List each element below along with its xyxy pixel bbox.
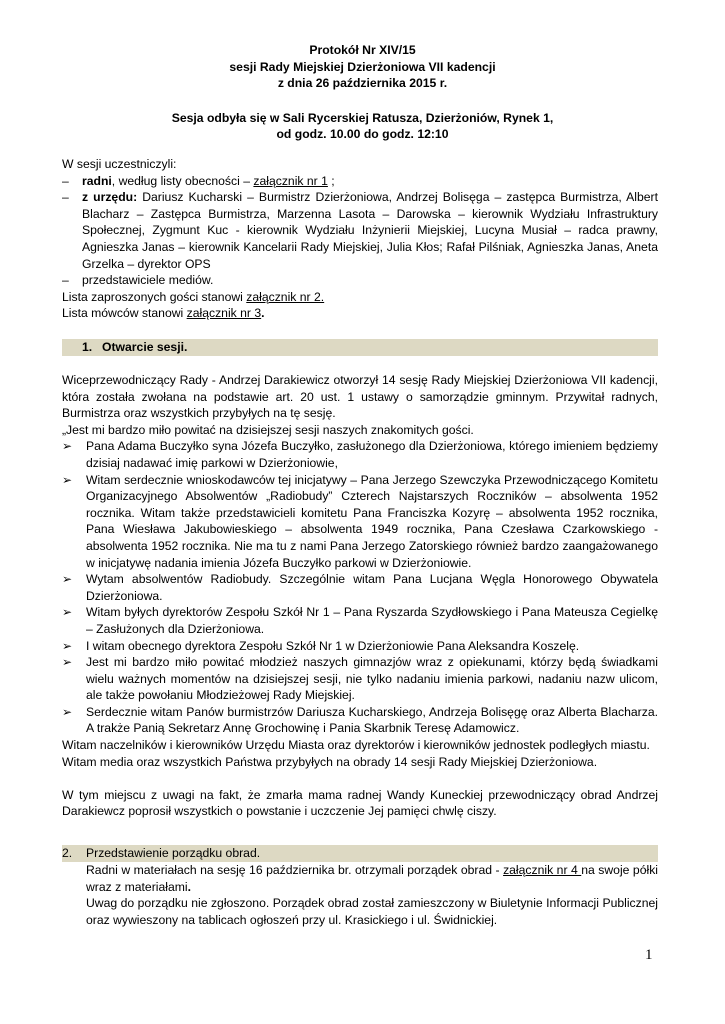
section-2-heading (62, 845, 658, 862)
greeting-bullet-text: Wytam absolwentów Radiobudy. Szczególnie witam Pana Lucjana Węgla Honorowego Obywatela Dzierżoniowa. (86, 572, 658, 603)
dash-marker: – (62, 273, 69, 288)
greeting-intro: „Jest mi bardzo miło powitać na dzisiejszej sesji naszych znakomitych gości. (62, 422, 474, 437)
section-1-body (62, 372, 658, 820)
attendance-item-urzad (62, 189, 658, 272)
speakers-list-line (62, 305, 658, 322)
attachment-3-link[interactable]: załącznik nr 3 (186, 306, 262, 321)
session-venue: Sesja odbyła się w Sali Rycerskiej Ratusza, Dzierżoniów, Rynek 1, (171, 110, 554, 125)
attachment-4-link[interactable]: załącznik nr 4 (503, 863, 582, 877)
greeting-bullet-text: Serdecznie witam Panów burmistrzów Dariusza Kucharskiego, Andrzeja Bolisęgę oraz Alberta Blacharza. A trakże Panią Sekretarz Annę Grochowinę i Pania Skarbnik Teresę Adamowicz. (86, 704, 658, 736)
radni-end: ; (327, 173, 335, 188)
urzad-label: z urzędu: (82, 190, 138, 205)
session-title: sesji Rady Miejskiej Dzierżoniowa VII kadencji (229, 59, 496, 74)
greeting-bullet (62, 654, 658, 704)
section-2-title: Przedstawienie porządku obrad. (86, 846, 261, 860)
arrow-icon: ➢ (62, 605, 73, 620)
greeting-bullet-text: Witam serdecznie wnioskodawców tej inicjatywy – Pana Jerzego Szewczyka Przewodniczącego Komitetu Organizacyjnego Absolwentów „Radiobudy” Czterech Najstarszych Roczników – absolwenta 1952 rocznika. Witam także przedstawicieli komitetu Pana Franciszka Kozyrę – absolwenta 1952 rocznika, Pana Wiesława Jakubowieskiego – absolwenta 1949 rocznika, Pana Czesława Czarkowskiego - absolwenta 1952 rocznika. Nie ma tu z nami Pana Jerzego Zatorskiego również bardzo zaangażowanego w inicjatywę nadania imienia Józefa Buczyłko parkowi w Dzierżoniowie. (86, 472, 658, 570)
attendance-block (62, 156, 658, 322)
greeting-bullet (62, 704, 658, 737)
arrow-icon: ➢ (62, 572, 73, 587)
greeting-bullet-text: Witam byłych dyrektorów Zespołu Szkół Nr 1 – Pana Ryszarda Szydłowskiego i Pana Mateusza Cegielkę – Zasłużonych dla Dzierżoniowa. (86, 605, 658, 636)
arrow-icon: ➢ (62, 704, 73, 719)
attachment-1-link[interactable]: załącznik nr 1 (253, 173, 328, 188)
guests-list-line (62, 289, 658, 306)
guests-text: Lista zaproszonych gości stanowi (62, 289, 247, 304)
radni-label: radni (82, 173, 112, 188)
greeting-bullet (62, 638, 658, 655)
attachment-2-link[interactable]: załącznik nr 2. (246, 289, 325, 304)
section-2-body (86, 862, 658, 928)
agenda-text-a: Radni w materiałach na sesję 16 października br. otrzymali porządek obrad - (86, 863, 504, 877)
page-number: 1 (645, 947, 653, 963)
media-paragraph: Witam media oraz wszystkich Państwa przybyłych na obrady 14 sesji Rady Miejskiej Dzierżoniowa. (62, 754, 598, 769)
greeting-bullet (62, 571, 658, 604)
greeting-bullet (62, 472, 658, 572)
agenda-text-end: . (187, 879, 191, 894)
agenda-paragraph (86, 862, 658, 895)
urzad-text: Dariusz Kucharski – Burmistrz Dzierżoniowa, Andrzej Bolisęga – zastępca Burmistrza, Albert Blacharz – Zastępca Burmistrza, Marzenna Lasota – Darowska – kierownik Wydziału Infrastruktury Społecznej, Zygmunt Kuc - kierownik Wydziału Inżynierii Miejskiej, Lucyna Musiał – radca prawny, Agnieszka Janas – kierownik Kancelarii Rady Miejskiej, Julia Kłos; Rafał Pilśniak, Agnieszka Janas, Aneta Grzelka – dyrektor OPS (82, 190, 658, 271)
speakers-end: . (261, 306, 265, 321)
silence-paragraph: W tym miejscu z uwagi na fakt, że zmarła mama radnej Wandy Kuneckiej przewodniczący obrad Andrzej Darakiewcz poprosił wszystkich o powstanie i uczczenie Jej pamięci chwlę ciszy. (62, 787, 658, 819)
opening-paragraph: Wiceprzewodniczący Rady - Andrzej Darakiewicz otworzył 14 sesję Rady Miejskiej Dzierżoniowa VII kadencji, która została zwołana na podstawie art. 20 ust. 1 ustawy o samorządzie gminnym. Przywitał radnych, Burmistrza oraz wszystkich przybyłych na tę sesję. (62, 373, 658, 421)
section-1-title: Otwarcie sesji. (102, 340, 188, 354)
arrow-icon: ➢ (62, 638, 73, 653)
attendance-item-radni (62, 173, 658, 190)
section-2-number: 2. (62, 846, 73, 860)
attendance-intro: W sesji uczestniczyli: (62, 157, 177, 171)
greeting-bullet-text: Jest mi bardzo miło powitać młodzież naszych gimnazjów wraz z opiekunami, którzy będą świadkami wielu ważnych momentów na dzisiejszej sesji, nie tylko nadaniu imienia parkowi, nadaniu nazw ulicom, ale także powołaniu Młodzieżowej Rady Miejskiej. (86, 655, 658, 703)
greeting-bullet-text: I witam obecnego dyrektora Zespołu Szkół Nr 1 w Dzierżoniowie Pana Aleksandra Koszelę. (86, 638, 580, 653)
greeting-bullet (62, 604, 658, 637)
dash-marker: – (62, 190, 69, 205)
arrow-icon: ➢ (62, 439, 73, 454)
section-1-number: 1. (82, 340, 93, 354)
protocol-title: Protokół Nr XIV/15 (309, 43, 416, 57)
greeting-bullet (62, 438, 658, 471)
arrow-icon: ➢ (62, 655, 73, 670)
document-header (0, 42, 725, 143)
attendance-item-media (62, 272, 658, 289)
speakers-text: Lista mówców stanowi (62, 306, 187, 321)
session-hours: od godz. 10.00 do godz. 12:10 (276, 127, 449, 141)
dash-marker: – (62, 173, 69, 188)
section-1-heading (62, 339, 658, 356)
session-date: z dnia 26 października 2015 r. (277, 76, 448, 90)
media-text: przedstawiciele mediów. (82, 273, 214, 288)
agenda-text-b: na swoje półki wraz z materiałami (86, 863, 658, 894)
officials-paragraph: Witam naczelników i kierowników Urzędu Miasta oraz dyrektorów i kierowników jednostek podległych miastu. (62, 738, 650, 753)
arrow-icon: ➢ (62, 472, 73, 487)
greeting-bullet-text: Pana Adama Buczyłko syna Józefa Buczyłko, zasłużonego dla Dzierżoniowa, którego imieniem będziemy dzisiaj nadawać imię parkowi w Dzierżoniowie, (86, 439, 658, 470)
agenda-remarks-paragraph: Uwag do porządku nie zgłoszono. Porządek obrad został zamieszczony w Biuletynie Informacji Publicznej oraz wywieszony na tablicach ogłoszeń przy ul. Krasickiego i ul. Świdnickiej. (86, 896, 658, 927)
radni-text: , według listy obecności – (111, 173, 254, 188)
